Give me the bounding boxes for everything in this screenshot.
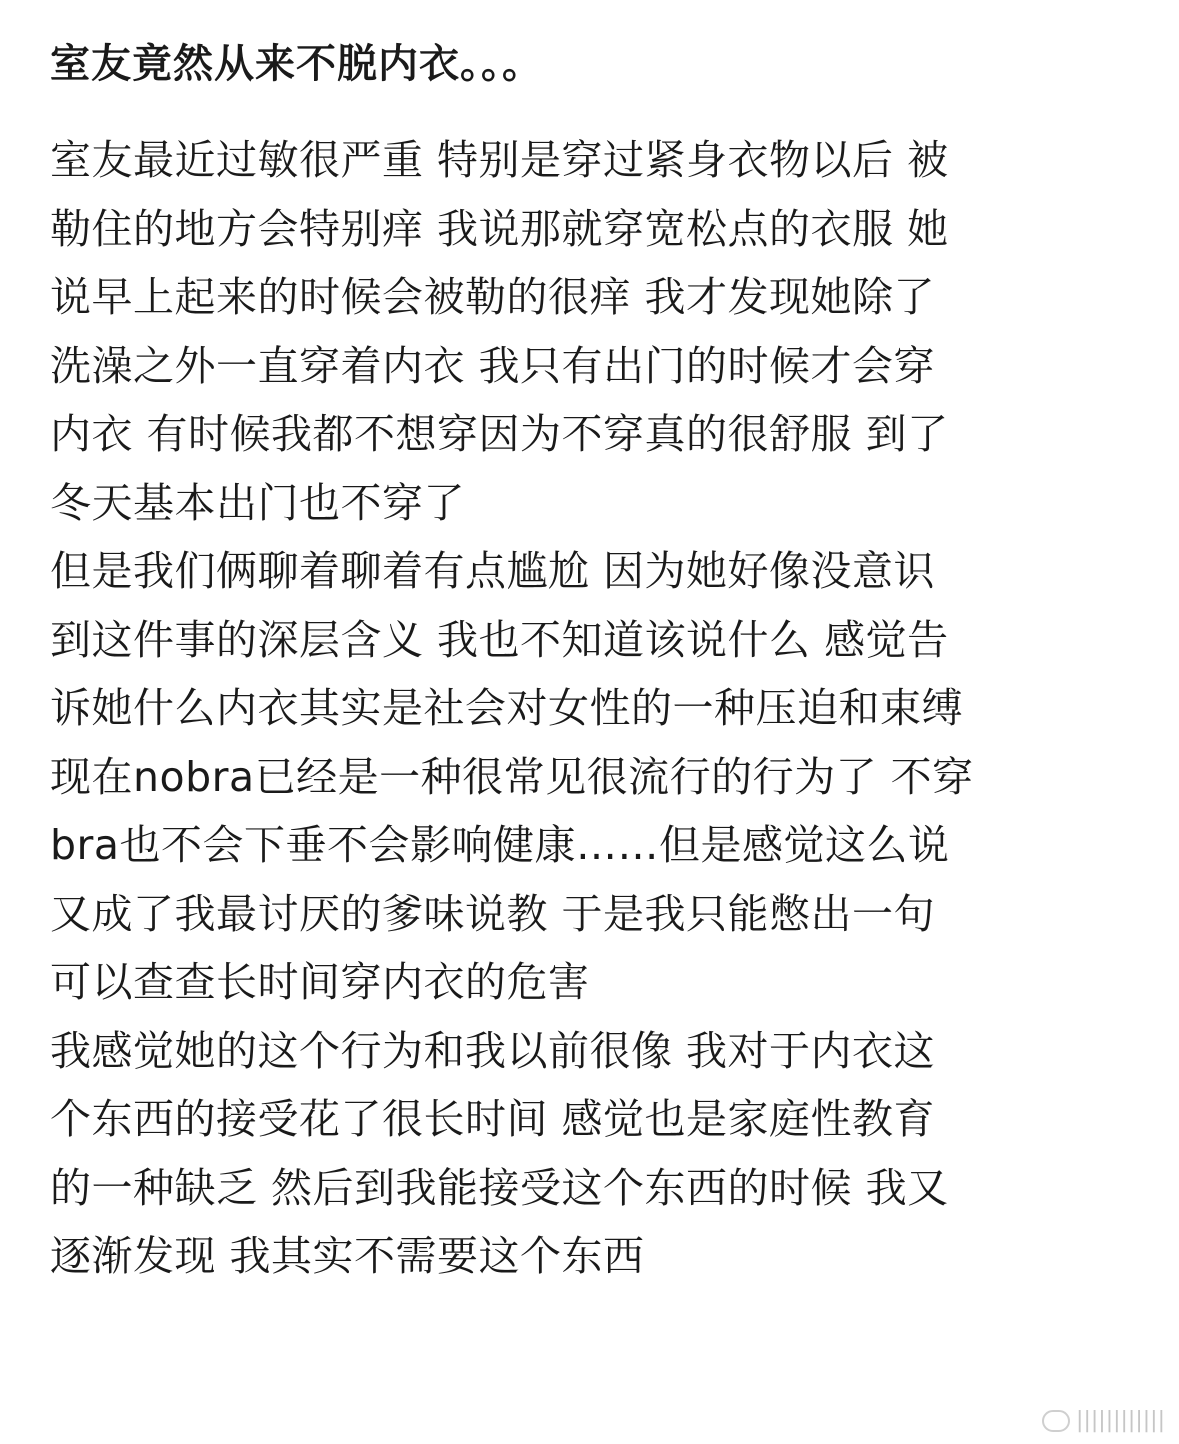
post-body	[50, 126, 1150, 1291]
body-line: 又成了我最讨厌的爹味说教 于是我只能憋出一句	[50, 889, 936, 938]
body-line: 的一种缺乏 然后到我能接受这个东西的时候 我又	[50, 1163, 949, 1212]
body-line: 诉她什么内衣其实是社会对女性的一种压迫和束缚	[50, 684, 963, 732]
body-line: 室友最近过敏很严重 特别是穿过紧身衣物以后 被	[50, 136, 949, 184]
body-line: 洗澡之外一直穿着内衣 我只有出门的时候才会穿	[50, 341, 936, 390]
watermark-logo-icon	[1042, 1410, 1070, 1432]
body-line: 冬天基本出门也不穿了	[50, 478, 465, 527]
body-line: 勒住的地方会特别痒 我说那就穿宽松点的衣服 她	[50, 204, 949, 253]
body-line: 可以查查长时间穿内衣的危害	[50, 958, 590, 1006]
body-line: 现在nobra已经是一种很常见很流行的行为了 不穿	[50, 752, 974, 801]
body-line: 内衣 有时候我都不想穿因为不穿真的很舒服 到了	[50, 410, 949, 458]
body-line: 到这件事的深层含义 我也不知道该说什么 感觉告	[50, 615, 949, 664]
watermark-text: ||||||||||||	[1076, 1408, 1165, 1433]
body-line: 逐渐发现 我其实不需要这个东西	[50, 1232, 645, 1280]
body-line: 但是我们俩聊着聊着有点尴尬 因为她好像没意识	[50, 547, 936, 595]
body-line: 我感觉她的这个行为和我以前很像 我对于内衣这	[50, 1026, 936, 1075]
body-line: 说早上起来的时候会被勒的很痒 我才发现她除了	[50, 273, 936, 321]
post-title: 室友竟然从来不脱内衣。。。	[50, 41, 543, 87]
body-line: 个东西的接受花了很长时间 感觉也是家庭性教育	[50, 1095, 936, 1143]
body-line: bra也不会下垂不会影响健康……但是感觉这么说	[50, 821, 950, 869]
watermark	[1042, 1408, 1165, 1434]
